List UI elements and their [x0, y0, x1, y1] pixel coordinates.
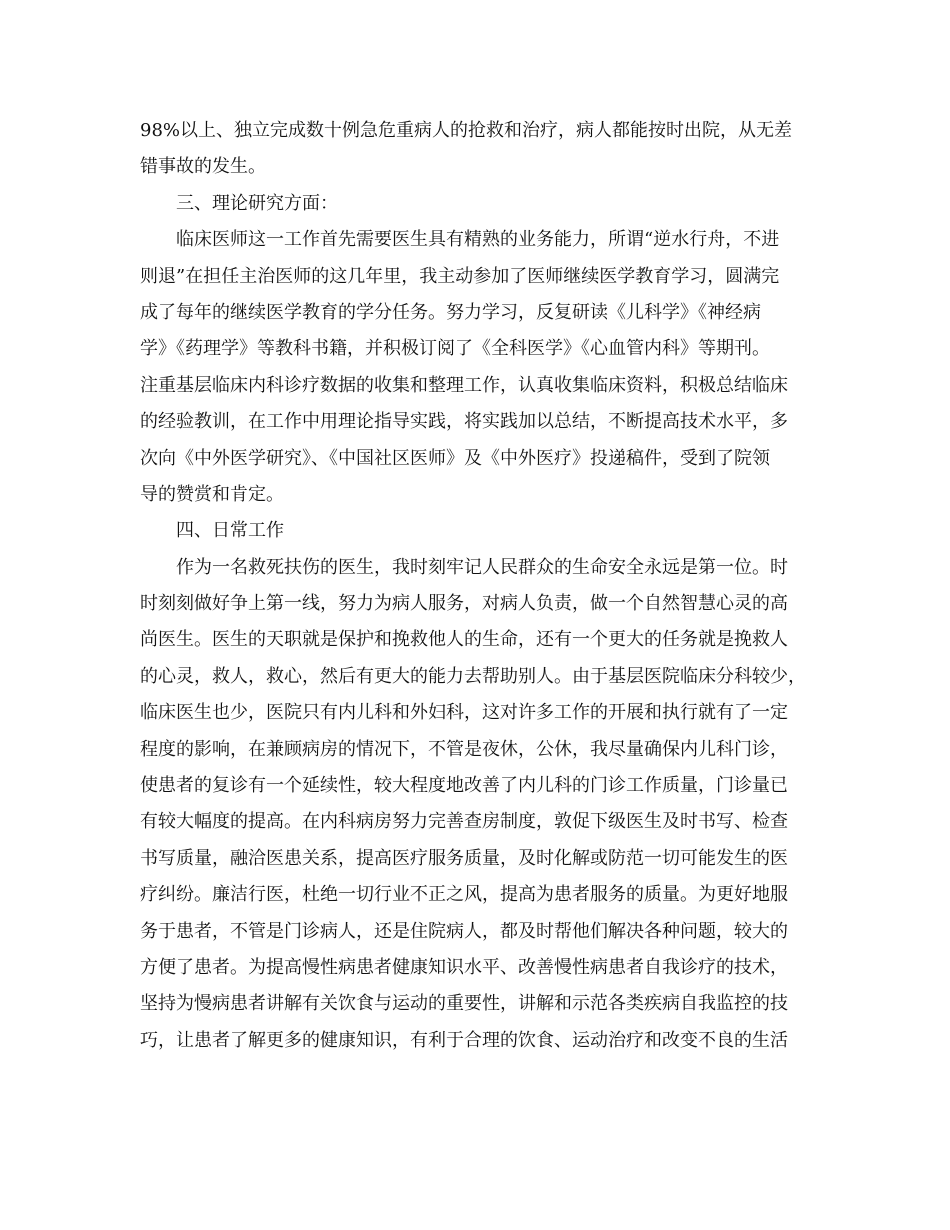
text-line: 临床医生也少，医院只有内儿科和外妇科，这对许多工作的开展和执行就有了一定	[140, 702, 788, 724]
text-line: 使患者的复诊有一个延续性，较大程度地改善了内儿科的门诊工作质量，门诊量已	[140, 775, 788, 797]
text-line: 坚持为慢病患者讲解有关饮食与运动的重要性，讲解和示范各类疾病自我监控的技	[140, 993, 788, 1015]
text-line: 时刻刻做好争上第一线，努力为病人服务，对病人负责，做一个自然智慧心灵的高	[140, 593, 788, 615]
section-heading: 四、日常工作	[176, 520, 284, 542]
text-line: 方便了患者。为提高慢性病患者健康知识水平、改善慢性病患者自我诊疗的技术，	[140, 956, 788, 978]
text-line: 的经验教训，在工作中用理论指导实践，将实践加以总结，不断提高技术水平，多	[140, 411, 788, 433]
text-line: 疗纠纷。廉洁行医，杜绝一切行业不正之风，提高为患者服务的质量。为更好地服	[140, 884, 788, 906]
text-line: 有较大幅度的提高。在内科病房努力完善查房制度，敦促下级医生及时书写、检查	[140, 811, 788, 833]
document-body	[140, 113, 812, 1059]
text-line: 尚医生。医生的天职就是保护和挽救他人的生命，还有一个更大的任务就是挽救人	[140, 629, 788, 651]
text-line: 次向《中外医学研究》、《中国社区医师》及《中外医疗》投递稿件，受到了院领	[140, 447, 770, 469]
section-heading: 三、理论研究方面：	[176, 192, 338, 214]
text-line: 临床医师这一工作首先需要医生具有精熟的业务能力，所谓“逆水行舟，不进	[176, 229, 780, 251]
text-line: 98%以上、独立完成数十例急危重病人的抢救和治疗，病人都能按时出院，从无差	[140, 120, 793, 141]
text-line: 的心灵，救人，救心，然后有更大的能力去帮助别人。由于基层医院临床分科较少，	[140, 665, 806, 687]
text-line: 巧，让患者了解更多的健康知识，有利于合理的饮食、运动治疗和改变不良的生活	[140, 1029, 788, 1051]
text-line: 则退”在担任主治医师的这几年里，我主动参加了医师继续医学教育学习，圆满完	[140, 265, 780, 287]
text-line: 作为一名救死扶伤的医生，我时刻牢记人民群众的生命安全永远是第一位。时	[176, 556, 788, 578]
text-line: 错事故的发生。	[140, 156, 266, 178]
text-line: 务于患者，不管是门诊病人，还是住院病人，都及时帮他们解决各种问题，较大的	[140, 920, 788, 942]
text-line: 学》《药理学》等教科书籍，并积极订阅了《全科医学》《心血管内科》等期刊。	[140, 338, 770, 360]
text-line: 程度的影响，在兼顾病房的情况下，不管是夜休，公休，我尽量确保内儿科门诊，	[140, 738, 788, 760]
text-line: 导的赞赏和肯定。	[140, 483, 284, 505]
text-line: 注重基层临床内科诊疗数据的收集和整理工作，认真收集临床资料，积极总结临床	[140, 374, 788, 396]
text-line: 成了每年的继续医学教育的学分任务。努力学习，反复研读《儿科学》《神经病	[140, 301, 761, 323]
text-line: 书写质量，融洽医患关系，提高医疗服务质量，及时化解或防范一切可能发生的医	[140, 847, 788, 869]
